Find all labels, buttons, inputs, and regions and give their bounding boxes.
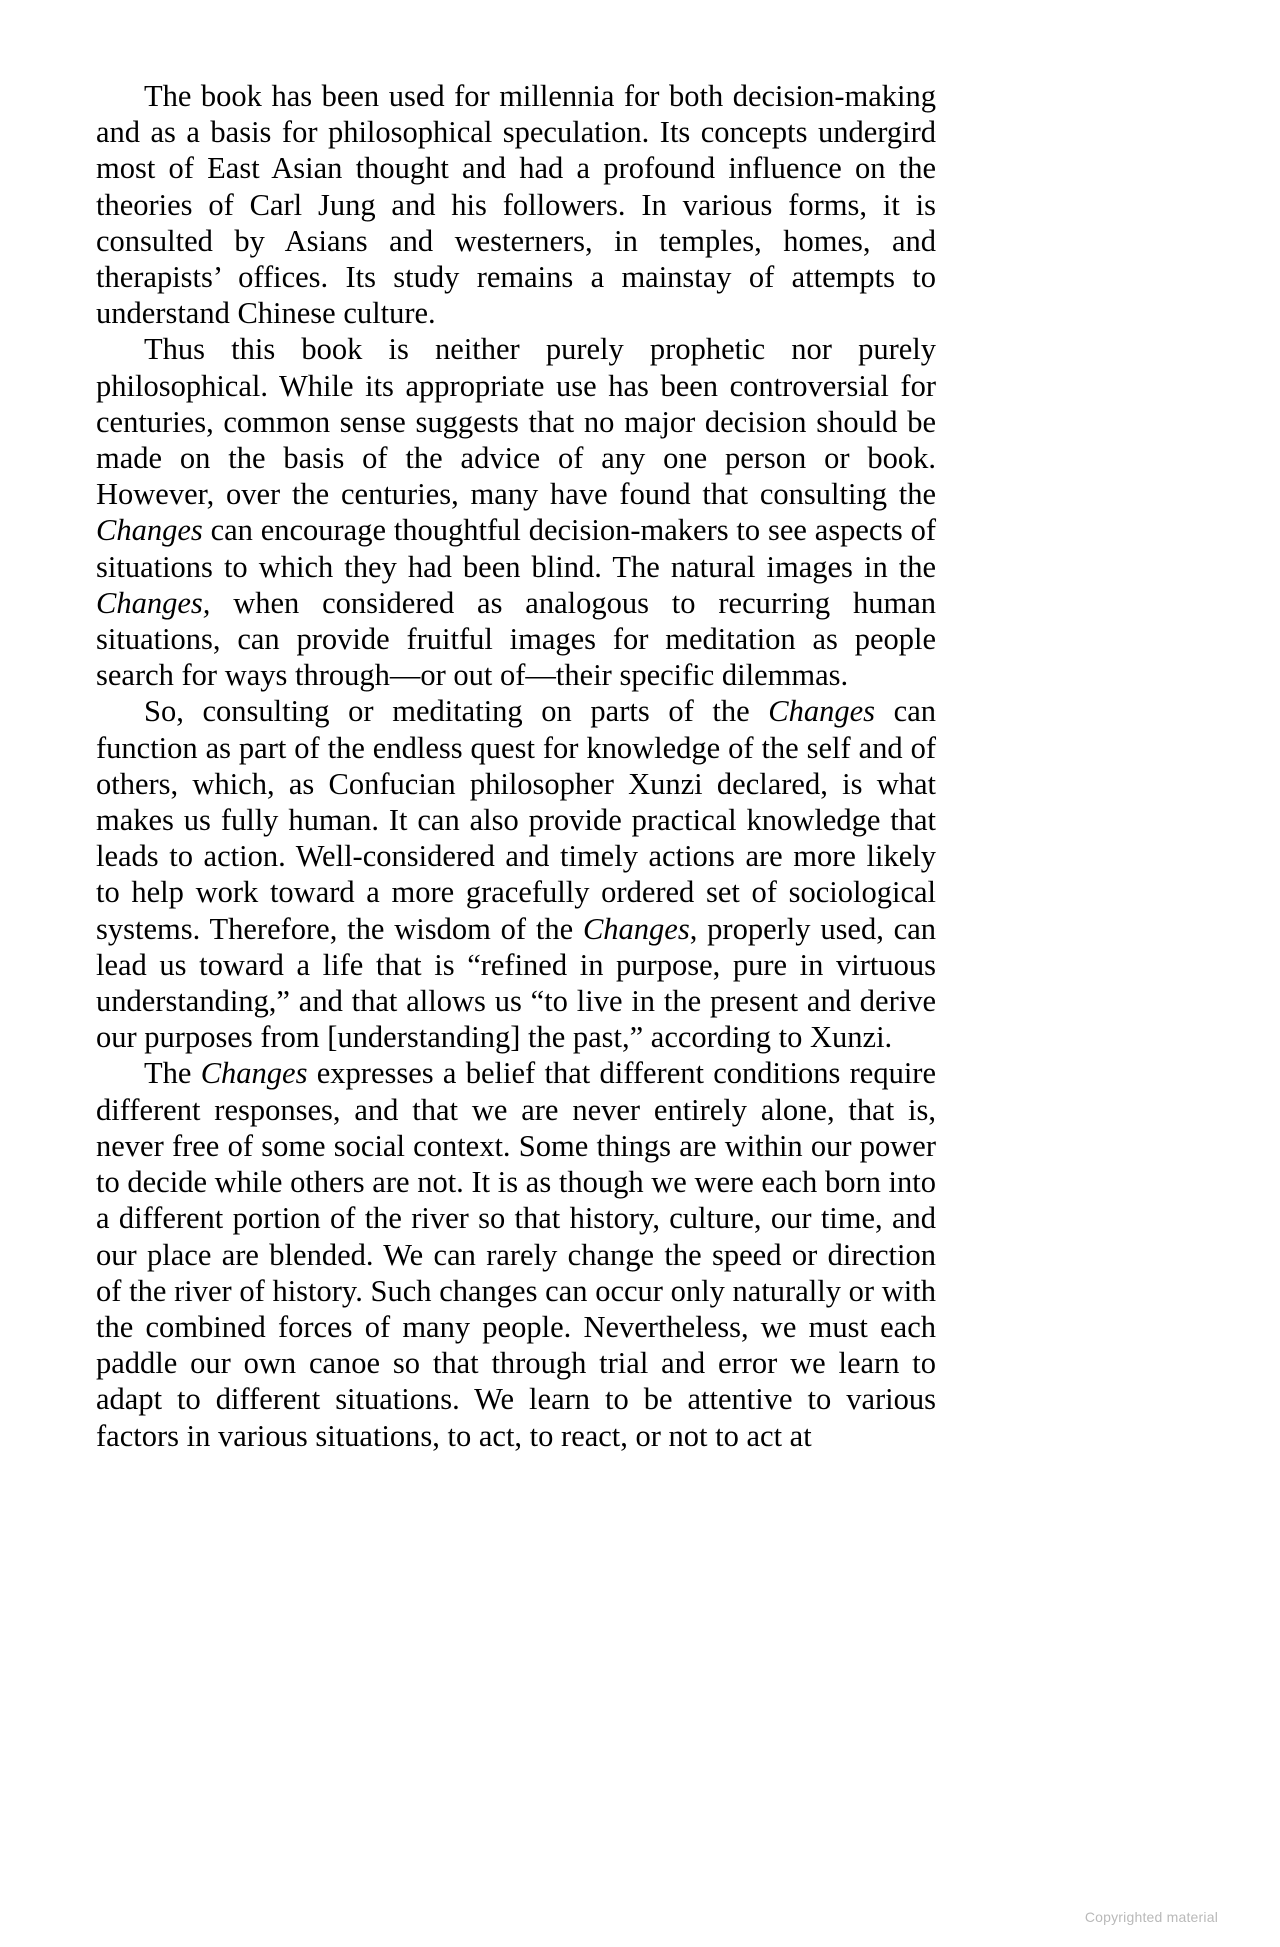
paragraph — [96, 78, 936, 331]
italic-title-run: Changes — [582, 911, 690, 946]
body-text-block — [96, 78, 936, 1454]
italic-title-run: Changes, — [96, 585, 211, 620]
text-run: expresses a belief that different conditions require different responses, and that we are never entirely alone, that is, never free of some social context. Some things are within our power to decide while others are not. It is as though we were each born into a different portion of the river so that history, culture, our time, and our place are blended. We can rarely change the speed or direction of the river of history. Such changes can occur only naturally or with the combined forces of many people. Nevertheless, we must each paddle our own canoe so that through trial and error we learn to adapt to different situations. We learn to be attentive to various factors in various situations, to act, to react, or not to act at — [96, 1056, 936, 1453]
paragraph — [96, 331, 936, 693]
paragraph — [96, 1055, 936, 1453]
text-run: The — [144, 1056, 201, 1091]
text-run: So, consulting or meditating on parts of the — [144, 694, 769, 729]
italic-title-run: Changes — [768, 694, 876, 729]
text-run: Thus this book is neither purely prophetic nor purely philosophical. While its appropriate use has been controversial for centuries, common sense suggests that no major decision should be made on the basis of the advice of any one person or book. However, over the centuries, many have found that consulting the — [96, 332, 936, 512]
copyright-notice: Copyrighted material — [1084, 1909, 1218, 1925]
text-run: can encourage thoughtful decision-makers to see aspects of situations to which they had been blind. The natural images in the — [96, 513, 936, 584]
italic-title-run: Changes — [96, 513, 203, 548]
italic-title-run: Changes — [200, 1056, 308, 1091]
text-run: when considered as analogous to recurring human situations, can provide fruitful images for meditation as people search for ways through—or out of—their specific dilemmas. — [96, 585, 936, 693]
paragraph — [96, 693, 936, 1055]
text-run: , properly used, can lead us toward a life that is “refined in purpose, pure in virtuous understanding,” and that allows us “to live in the present and derive our purposes from [understanding] the past,” according to Xunzi. — [96, 911, 936, 1055]
text-run: The book has been used for millennia for both decision-making and as a basis for philosophical speculation. Its concepts undergird most of East Asian thought and had a profound influence on the theories of Carl Jung and his followers. In various forms, it is consulted by Asians and westerners, in temples, homes, and therapists’ offices. Its study remains a mainstay of attempts to understand Chinese culture. — [96, 79, 936, 331]
text-run: can function as part of the endless quest for knowledge of the self and of others, which, as Confucian philosopher Xunzi declared, is what makes us fully human. It can also provide practical knowledge that leads to action. Well-considered and timely actions are more likely to help work toward a more gracefully ordered set of sociological systems. Therefore, the wisdom of the — [96, 694, 936, 946]
